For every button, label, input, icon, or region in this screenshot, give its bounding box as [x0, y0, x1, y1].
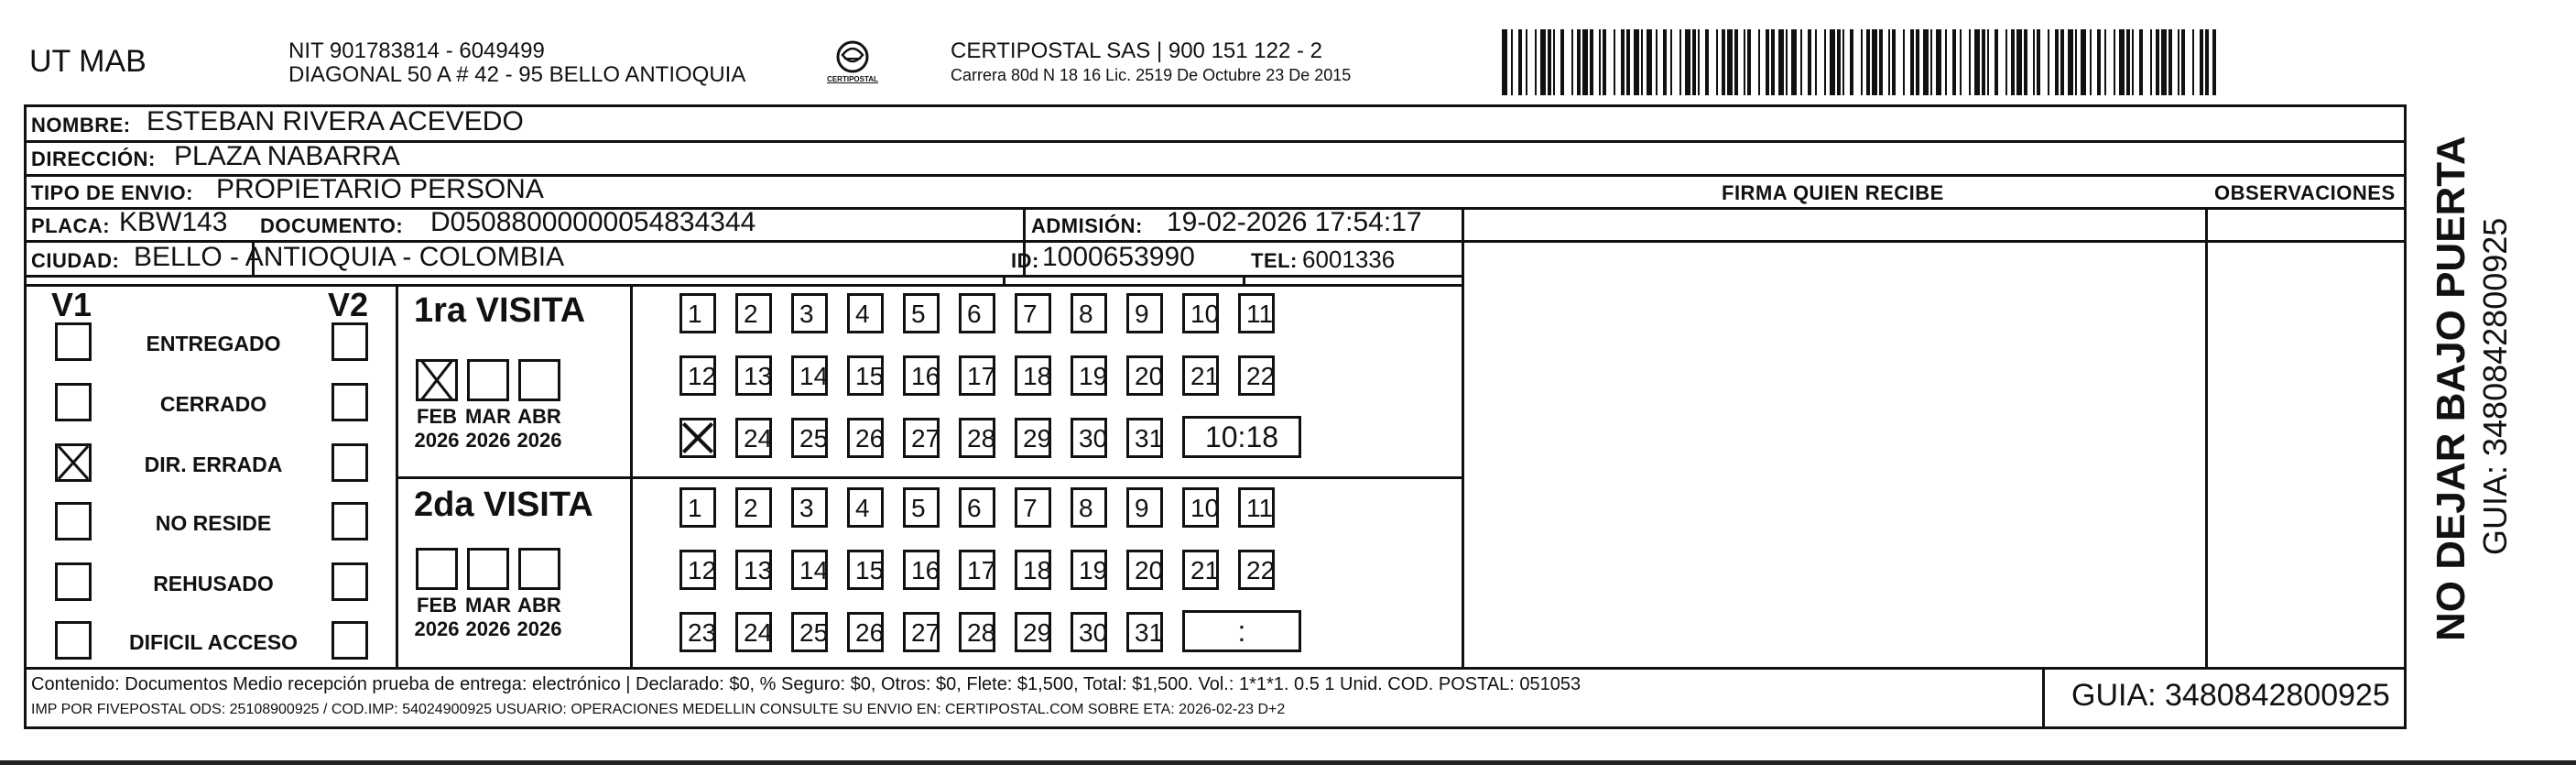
first-visit-day-box[interactable]: 17 [959, 355, 995, 396]
status-label-5: DIFICIL ACCESO [128, 630, 298, 654]
first-visit-month-label: ABR [517, 405, 561, 428]
second-visit-day-box[interactable]: 30 [1071, 612, 1107, 652]
first-visit-day-box[interactable]: 28 [959, 418, 995, 458]
documento-label: DOCUMENTO: [260, 214, 404, 237]
firma-column-header: FIRMA QUIEN RECIBE [1722, 181, 1944, 204]
first-visit-day-box[interactable]: 6 [959, 293, 995, 333]
second-visit-day-box[interactable]: 31 [1126, 612, 1163, 652]
second-visit-day-box[interactable]: 28 [959, 612, 995, 652]
second-visit-month-label: MAR [464, 594, 512, 617]
first-visit-day-box[interactable]: 12 [679, 355, 716, 396]
status-label-0: ENTREGADO [146, 332, 281, 355]
second-visit-day-box[interactable]: 8 [1071, 487, 1107, 528]
second-visit-day-box[interactable]: 6 [959, 487, 995, 528]
second-visit-day-box[interactable]: 15 [847, 550, 884, 590]
first-visit-year-label: 2026 [516, 429, 562, 452]
second-visit-day-box[interactable]: 2 [735, 487, 772, 528]
v2-header: V2 [328, 286, 369, 323]
first-visit-month-box-mar[interactable] [467, 359, 509, 401]
first-visit-day-box[interactable]: 19 [1071, 355, 1107, 396]
second-visit-day-box[interactable]: 7 [1015, 487, 1051, 528]
second-visit-day-box[interactable]: 3 [791, 487, 828, 528]
second-visit-day-box[interactable]: 22 [1238, 550, 1275, 590]
second-visit-day-box[interactable]: 16 [903, 550, 940, 590]
tel-label: TEL: [1251, 249, 1298, 272]
certipostal-logo [821, 37, 885, 92]
nombre-label: NOMBRE: [31, 114, 131, 136]
v2-checkbox-0[interactable] [332, 322, 368, 361]
second-visit-day-box[interactable]: 1 [679, 487, 716, 528]
documento-value: D05088000000054834344 [430, 207, 756, 237]
footer-imp-line: IMP POR FIVEPOSTAL ODS: 25108900925 / COD.IMP: 54024900925 USUARIO: OPERACIONES MEDELLIN CONSULTE SU ENVIO EN: CERTIPOSTAL.COM SOBRE ETA: 2026-02-23 D+2 [31, 702, 1286, 717]
second-visit-title: 2da VISITA [414, 486, 593, 524]
tipo-label: TIPO DE ENVIO: [31, 181, 193, 204]
first-visit-day-box[interactable]: 4 [847, 293, 884, 333]
barcode [1502, 29, 2216, 95]
second-visit-day-box[interactable]: 29 [1015, 612, 1051, 652]
second-visit-day-box[interactable]: 19 [1071, 550, 1107, 590]
status-label-3: NO RESIDE [155, 511, 272, 535]
tipo-value: PROPIETARIO PERSONA [216, 174, 544, 204]
first-visit-day-box[interactable] [679, 418, 716, 458]
id-value: 1000653990 [1042, 242, 1195, 272]
second-visit-month-label: ABR [517, 594, 561, 617]
first-visit-day-box[interactable]: 3 [791, 293, 828, 333]
second-visit-year-label: 2026 [414, 617, 460, 640]
second-visit-month-box-mar[interactable] [467, 548, 509, 590]
second-visit-day-box[interactable]: 20 [1126, 550, 1163, 590]
first-visit-day-box[interactable]: 15 [847, 355, 884, 396]
status-label-1: CERRADO [159, 392, 267, 416]
placa-label: PLACA: [31, 214, 111, 237]
first-visit-day-box[interactable]: 18 [1015, 355, 1051, 396]
first-visit-day-box[interactable]: 24 [735, 418, 772, 458]
first-visit-day-box[interactable]: 27 [903, 418, 940, 458]
company-nit: NIT 901783814 - 6049499 [288, 38, 545, 63]
first-visit-month-label: MAR [464, 405, 512, 428]
second-visit-day-box[interactable]: 23 [679, 612, 716, 652]
first-visit-day-box[interactable]: 10 [1182, 293, 1219, 333]
side-guia: GUIA: 3480842800925 [2476, 217, 2514, 555]
second-visit-day-box[interactable]: 27 [903, 612, 940, 652]
status-label-2: DIR. ERRADA [144, 453, 283, 476]
v1-checkbox-0[interactable] [55, 322, 92, 361]
company-address: DIAGONAL 50 A # 42 - 95 BELLO ANTIOQUIA [288, 62, 746, 87]
second-visit-day-box[interactable]: 25 [791, 612, 828, 652]
v1-checkbox-4[interactable] [55, 562, 92, 601]
logo-text: CERTIPOSTAL [827, 75, 878, 83]
observaciones-column-header: OBSERVACIONES [2214, 181, 2396, 204]
first-visit-month-label: FEB [417, 405, 457, 428]
v2-checkbox-1[interactable] [332, 383, 368, 421]
first-visit-day-box[interactable]: 20 [1126, 355, 1163, 396]
first-visit-day-box[interactable]: 16 [903, 355, 940, 396]
v1-checkbox-3[interactable] [55, 502, 92, 540]
second-visit-day-box[interactable]: 4 [847, 487, 884, 528]
second-visit-day-box[interactable]: 5 [903, 487, 940, 528]
first-visit-day-box[interactable]: 11 [1238, 293, 1275, 333]
first-visit-year-label: 2026 [465, 429, 511, 452]
first-visit-day-box[interactable]: 5 [903, 293, 940, 333]
first-visit-year-label: 2026 [414, 429, 460, 452]
tel-value: 6001336 [1302, 246, 1396, 273]
second-visit-day-box[interactable]: 17 [959, 550, 995, 590]
first-visit-day-box[interactable]: 7 [1015, 293, 1051, 333]
admision-value: 19-02-2026 17:54:17 [1167, 207, 1422, 237]
side-warning: NO DEJAR BAJO PUERTA [2429, 136, 2473, 641]
first-visit-day-box[interactable]: 9 [1126, 293, 1163, 333]
second-visit-month-box-feb[interactable] [416, 548, 458, 590]
first-visit-month-box-feb[interactable] [416, 359, 458, 401]
v1-checkbox-5[interactable] [55, 621, 92, 660]
second-visit-day-box[interactable]: 26 [847, 612, 884, 652]
first-visit-time-box[interactable]: 10:18 [1182, 416, 1301, 458]
second-visit-day-box[interactable]: 9 [1126, 487, 1163, 528]
first-visit-title: 1ra VISITA [414, 291, 586, 330]
second-visit-month-box-abr[interactable] [518, 548, 560, 590]
second-visit-year-label: 2026 [465, 617, 511, 640]
first-visit-day-box[interactable]: 26 [847, 418, 884, 458]
footer-content-line: Contenido: Documentos Medio recepción prueba de entrega: electrónico | Declarado: $0, % Seguro: $0, Otros: $0, Flete: $1,500, Total: $1,500. Vol.: 1*1*1. 0.5 1 Unid. COD. POSTAL: 051053 [31, 674, 1581, 694]
nombre-value: ESTEBAN RIVERA ACEVEDO [147, 106, 524, 136]
v1-checkbox-1[interactable] [55, 383, 92, 421]
second-visit-day-box[interactable]: 24 [735, 612, 772, 652]
first-visit-month-box-abr[interactable] [518, 359, 560, 401]
second-visit-day-box[interactable]: 10 [1182, 487, 1219, 528]
carrier-name: CERTIPOSTAL SAS | 900 151 122 - 2 [951, 38, 1322, 63]
v2-checkbox-4[interactable] [332, 562, 368, 601]
v2-checkbox-3[interactable] [332, 502, 368, 540]
first-visit-day-box[interactable]: 22 [1238, 355, 1275, 396]
direccion-value: PLAZA NABARRA [174, 141, 400, 171]
placa-value: KBW143 [119, 207, 228, 237]
first-visit-day-box[interactable]: 8 [1071, 293, 1107, 333]
carrier-address: Carrera 80d N 18 16 Lic. 2519 De Octubre 23 De 2015 [951, 66, 1352, 84]
second-visit-day-box[interactable]: 11 [1238, 487, 1275, 528]
first-visit-day-box[interactable]: 21 [1182, 355, 1219, 396]
first-visit-day-box[interactable]: 1 [679, 293, 716, 333]
ciudad-label: CIUDAD: [31, 249, 120, 272]
first-visit-day-box[interactable]: 13 [735, 355, 772, 396]
second-visit-time-box[interactable]: : [1182, 610, 1301, 652]
direccion-label: DIRECCIÓN: [31, 147, 156, 170]
id-label: ID: [1011, 249, 1039, 272]
footer-guia: GUIA: 3480842800925 [2071, 678, 2390, 713]
v2-checkbox-5[interactable] [332, 621, 368, 660]
second-visit-day-box[interactable]: 18 [1015, 550, 1051, 590]
first-visit-day-box[interactable]: 14 [791, 355, 828, 396]
second-visit-month-label: FEB [417, 594, 457, 617]
first-visit-day-box[interactable]: 2 [735, 293, 772, 333]
second-visit-day-box[interactable]: 14 [791, 550, 828, 590]
second-visit-day-box[interactable]: 13 [735, 550, 772, 590]
company-name: UT MAB [29, 44, 147, 79]
admision-label: ADMISIÓN: [1031, 214, 1143, 237]
first-visit-day-box[interactable]: 25 [791, 418, 828, 458]
status-label-4: REHUSADO [153, 572, 274, 595]
first-visit-day-box[interactable]: 30 [1071, 418, 1107, 458]
v2-checkbox-2[interactable] [332, 443, 368, 482]
first-visit-day-box[interactable]: 29 [1015, 418, 1051, 458]
v1-checkbox-2[interactable] [55, 443, 92, 482]
second-visit-day-box[interactable]: 21 [1182, 550, 1219, 590]
first-visit-day-box[interactable]: 31 [1126, 418, 1163, 458]
ciudad-value: BELLO - ANTIOQUIA - COLOMBIA [134, 242, 565, 272]
v1-header: V1 [51, 286, 92, 323]
second-visit-day-box[interactable]: 12 [679, 550, 716, 590]
second-visit-year-label: 2026 [516, 617, 562, 640]
